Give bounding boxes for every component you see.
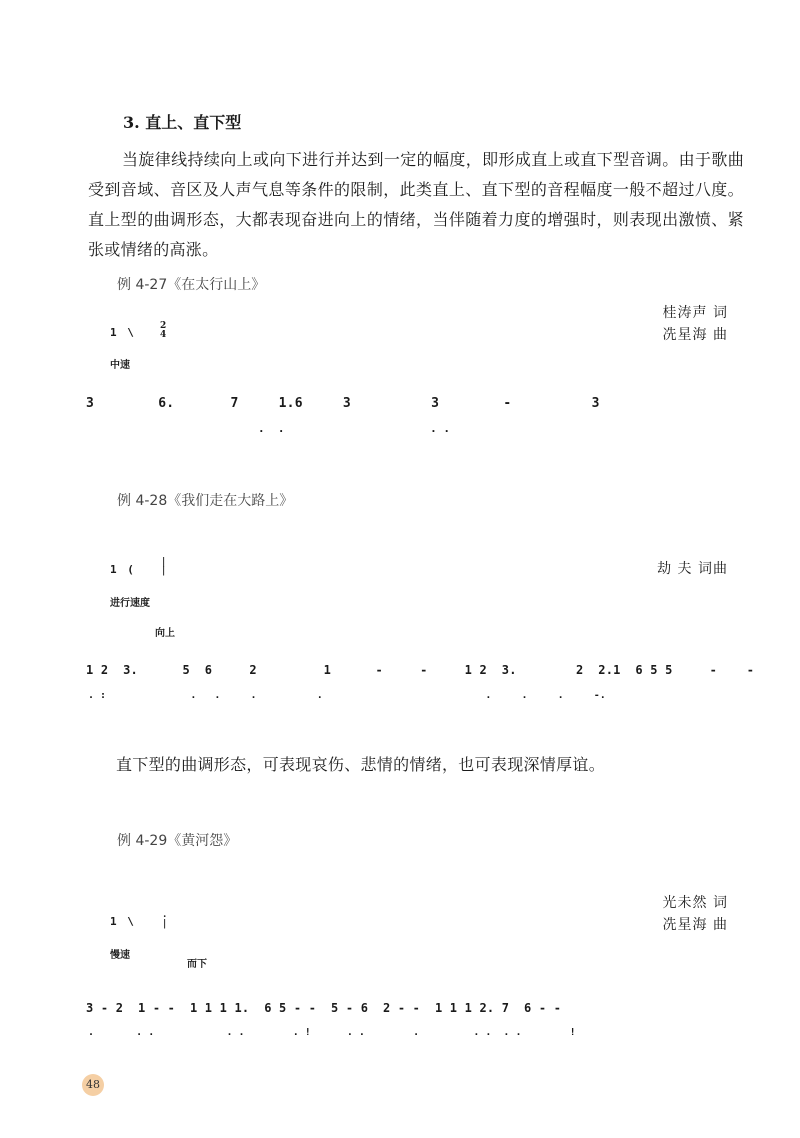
meter-bottom: | (163, 919, 167, 929)
credits-4-28 (657, 558, 728, 580)
key-signature: 1 \ (110, 915, 136, 928)
section-heading: 3. 直上、直下型 (123, 113, 242, 132)
meter-bottom: 4 (160, 330, 167, 340)
key-signature: 1 ( (110, 563, 136, 576)
lyricist: 光未然 词 (662, 895, 728, 911)
meter-top: . (163, 910, 167, 920)
meter-top: | (162, 557, 166, 567)
composer: 冼星海 曲 (662, 917, 728, 933)
tempo-marking: 中速 (110, 360, 130, 371)
notation-line: 3 - 2 1 - - 1 1 1 1. 6 5 - - 5 - 6 2 - - 1 1 1 2. 7 6 - - (86, 1001, 562, 1015)
example-title-4-28: 例 4-28《我们走在大路上》 (117, 493, 294, 509)
meter-top: 2 (160, 321, 167, 331)
tempo-marking-2: 向上 (155, 628, 175, 639)
lyricist: 桂涛声 词 (662, 305, 728, 321)
composer: 冼星海 曲 (662, 327, 728, 343)
credits-4-29 (663, 892, 728, 936)
tempo-marking-2: 而下 (187, 959, 207, 970)
octave-dots-lower: . : . . . . . . . -. (88, 690, 606, 701)
meter-bottom: | (162, 566, 166, 576)
credits-4-27 (663, 302, 728, 346)
octave-dots-lower: . . . . (258, 422, 451, 435)
page-number-badge: 48 (82, 1074, 104, 1096)
example-title-4-29: 例 4-29《黄河怨》 (117, 833, 238, 849)
body-paragraph-2: 直下型的曲调形态，可表现哀伤、悲情的情绪，也可表现深情厚谊。 (116, 755, 606, 774)
octave-dots-lower: . . . . . . ! . . . . . . . ! (88, 1027, 576, 1038)
time-signature (160, 322, 166, 340)
composer-lyricist: 劫 夫 词曲 (657, 561, 728, 577)
notation-line: 1 2 3. 5 6 2 1 - - 1 2 3. 2 2.1 6 5 5 - - (86, 663, 755, 677)
time-signature (162, 558, 165, 576)
time-signature (163, 911, 166, 929)
key-signature: 1 \ (110, 326, 136, 339)
tempo-marking: 慢速 (110, 950, 130, 961)
notation-line: 3 6. 7 1.6 3 3 - 3 (86, 396, 600, 411)
intro-paragraph: 当旋律线持续向上或向下进行并达到一定的幅度，即形成直上或直下型音调。由于歌曲受到音域、音区及人声气息等条件的限制，此类直上、直下型的音程幅度一般不超过八度。直上型的曲调形态，大都表现奋进向上的情绪，当伴随着力度的增强时，则表现出激愤、紧张或情绪的高涨。 (88, 150, 744, 259)
tempo-marking: 进行速度 (110, 598, 150, 609)
example-title-4-27: 例 4-27《在太行山上》 (117, 277, 266, 293)
